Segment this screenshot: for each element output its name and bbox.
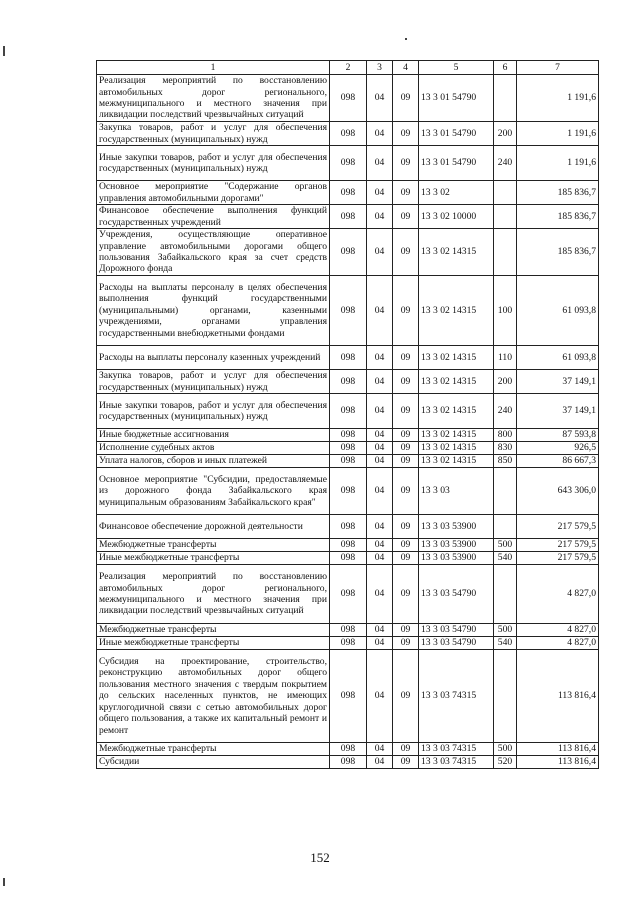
column-header: 2 [330, 61, 367, 75]
ministry-code: 098 [330, 756, 367, 769]
ministry-code: 098 [330, 624, 367, 637]
section-code: 04 [367, 455, 393, 468]
row-name: Основное мероприятие "Содержание органов управления автомобильными дорогами" [97, 181, 330, 205]
expense-type-code: 830 [494, 442, 517, 455]
row-name: Иные межбюджетные трансферты [97, 637, 330, 650]
expense-type-code: 200 [494, 122, 517, 146]
section-code: 04 [367, 468, 393, 515]
ministry-code: 098 [330, 442, 367, 455]
subsection-code: 09 [393, 75, 419, 122]
row-name: Иные бюджетные ассигнования [97, 429, 330, 442]
ministry-code: 098 [330, 539, 367, 552]
target-article-code: 13 3 02 14315 [419, 455, 494, 468]
subsection-code: 09 [393, 743, 419, 756]
ministry-code: 098 [330, 122, 367, 146]
row-name: Субсидии [97, 756, 330, 769]
table-row [97, 276, 599, 346]
ministry-code: 098 [330, 552, 367, 565]
section-code: 04 [367, 743, 393, 756]
amount: 217 579,5 [517, 515, 599, 539]
row-name: Исполнение судебных актов [97, 442, 330, 455]
amount: 4 827,0 [517, 637, 599, 650]
target-article-code: 13 3 03 54790 [419, 637, 494, 650]
amount: 61 093,8 [517, 276, 599, 346]
table-row [97, 122, 599, 146]
amount: 86 667,3 [517, 455, 599, 468]
table-row [97, 743, 599, 756]
amount: 1 191,6 [517, 122, 599, 146]
subsection-code: 09 [393, 468, 419, 515]
subsection-code: 09 [393, 276, 419, 346]
ministry-code: 098 [330, 637, 367, 650]
subsection-code: 09 [393, 539, 419, 552]
row-name: Иные межбюджетные трансферты [97, 552, 330, 565]
ministry-code: 098 [330, 346, 367, 370]
target-article-code: 13 3 03 74315 [419, 650, 494, 743]
table-row [97, 552, 599, 565]
target-article-code: 13 3 02 14315 [419, 229, 494, 276]
table-row [97, 146, 599, 181]
amount: 643 306,0 [517, 468, 599, 515]
expense-type-code: 520 [494, 756, 517, 769]
expense-type-code: 100 [494, 276, 517, 346]
expense-type-code [494, 75, 517, 122]
column-header: 1 [97, 61, 330, 75]
section-code: 04 [367, 756, 393, 769]
target-article-code: 13 3 02 14315 [419, 394, 494, 429]
subsection-code: 09 [393, 429, 419, 442]
row-name: Расходы на выплаты персоналу в целях обеспечения выполнения функций государственными (муниципальными) органами, казенными учреждениями, органами управления государственными внебюджетными фондами [97, 276, 330, 346]
section-code: 04 [367, 181, 393, 205]
subsection-code: 09 [393, 205, 419, 229]
ministry-code: 098 [330, 455, 367, 468]
expense-type-code: 800 [494, 429, 517, 442]
table-header-row [97, 61, 599, 75]
amount: 113 816,4 [517, 650, 599, 743]
subsection-code: 09 [393, 756, 419, 769]
amount: 185 836,7 [517, 229, 599, 276]
amount: 926,5 [517, 442, 599, 455]
section-code: 04 [367, 539, 393, 552]
table-row [97, 650, 599, 743]
row-name: Уплата налогов, сборов и иных платежей [97, 455, 330, 468]
amount: 113 816,4 [517, 756, 599, 769]
target-article-code: 13 3 02 [419, 181, 494, 205]
target-article-code: 13 3 02 10000 [419, 205, 494, 229]
amount: 61 093,8 [517, 346, 599, 370]
target-article-code: 13 3 02 14315 [419, 370, 494, 394]
subsection-code: 09 [393, 346, 419, 370]
table-row [97, 539, 599, 552]
subsection-code: 09 [393, 455, 419, 468]
target-article-code: 13 3 03 53900 [419, 515, 494, 539]
amount: 4 827,0 [517, 565, 599, 624]
expense-type-code [494, 229, 517, 276]
page-number: 152 [310, 850, 330, 865]
section-code: 04 [367, 75, 393, 122]
table-row [97, 75, 599, 122]
subsection-code: 09 [393, 229, 419, 276]
target-article-code: 13 3 03 54790 [419, 624, 494, 637]
column-header: 4 [393, 61, 419, 75]
section-code: 04 [367, 515, 393, 539]
section-code: 04 [367, 565, 393, 624]
row-name: Закупка товаров, работ и услуг для обеспечения государственных (муниципальных) нужд [97, 122, 330, 146]
row-name: Основное мероприятие "Субсидии, предоставляемые из дорожного фонда Забайкальского края муниципальным образованиям Забайкальского края" [97, 468, 330, 515]
target-article-code: 13 3 03 74315 [419, 743, 494, 756]
expense-type-code [494, 181, 517, 205]
subsection-code: 09 [393, 637, 419, 650]
ministry-code: 098 [330, 276, 367, 346]
table-row [97, 442, 599, 455]
section-code: 04 [367, 346, 393, 370]
subsection-code: 09 [393, 181, 419, 205]
table-row [97, 515, 599, 539]
amount: 185 836,7 [517, 205, 599, 229]
column-header: 5 [419, 61, 494, 75]
expense-type-code: 500 [494, 624, 517, 637]
ministry-code: 098 [330, 565, 367, 624]
expense-type-code: 240 [494, 394, 517, 429]
subsection-code: 09 [393, 552, 419, 565]
amount: 1 191,6 [517, 75, 599, 122]
row-name: Финансовое обеспечение дорожной деятельности [97, 515, 330, 539]
amount: 185 836,7 [517, 181, 599, 205]
table-row [97, 181, 599, 205]
subsection-code: 09 [393, 146, 419, 181]
table-row [97, 429, 599, 442]
amount: 87 593,8 [517, 429, 599, 442]
table-row [97, 370, 599, 394]
expense-type-code: 850 [494, 455, 517, 468]
target-article-code: 13 3 01 54790 [419, 75, 494, 122]
table-row [97, 229, 599, 276]
amount: 37 149,1 [517, 394, 599, 429]
amount: 1 191,6 [517, 146, 599, 181]
target-article-code: 13 3 01 54790 [419, 146, 494, 181]
subsection-code: 09 [393, 565, 419, 624]
section-code: 04 [367, 650, 393, 743]
expense-type-code: 540 [494, 637, 517, 650]
target-article-code: 13 3 02 14315 [419, 442, 494, 455]
ministry-code: 098 [330, 650, 367, 743]
scan-speck [3, 878, 5, 886]
section-code: 04 [367, 229, 393, 276]
target-article-code: 13 3 02 14315 [419, 276, 494, 346]
ministry-code: 098 [330, 146, 367, 181]
expense-type-code: 240 [494, 146, 517, 181]
section-code: 04 [367, 637, 393, 650]
section-code: 04 [367, 442, 393, 455]
target-article-code: 13 3 03 [419, 468, 494, 515]
subsection-code: 09 [393, 624, 419, 637]
ministry-code: 098 [330, 429, 367, 442]
expense-type-code [494, 515, 517, 539]
column-header: 7 [517, 61, 599, 75]
expense-type-code [494, 205, 517, 229]
section-code: 04 [367, 624, 393, 637]
row-name: Межбюджетные трансферты [97, 539, 330, 552]
row-name: Иные закупки товаров, работ и услуг для обеспечения государственных (муниципальных) нужд [97, 394, 330, 429]
expense-type-code: 200 [494, 370, 517, 394]
amount: 217 579,5 [517, 552, 599, 565]
target-article-code: 13 3 02 14315 [419, 429, 494, 442]
table-row [97, 346, 599, 370]
section-code: 04 [367, 394, 393, 429]
table-row [97, 205, 599, 229]
scan-speck [3, 46, 5, 56]
row-name: Субсидия на проектирование, строительство, реконструкцию автомобильных дорог общего пользования местного значения с твердым покрытием до сельских населенных пунктов, не имеющих круглогодичной связи с сетью автомобильных дорог общего пользования, а также их капитальный ремонт и ремонт [97, 650, 330, 743]
ministry-code: 098 [330, 181, 367, 205]
amount: 4 827,0 [517, 624, 599, 637]
target-article-code: 13 3 03 53900 [419, 539, 494, 552]
row-name: Расходы на выплаты персоналу казенных учреждений [97, 346, 330, 370]
row-name: Иные закупки товаров, работ и услуг для обеспечения государственных (муниципальных) нужд [97, 146, 330, 181]
subsection-code: 09 [393, 370, 419, 394]
table-row [97, 394, 599, 429]
target-article-code: 13 3 03 53900 [419, 552, 494, 565]
subsection-code: 09 [393, 442, 419, 455]
row-name: Закупка товаров, работ и услуг для обеспечения государственных (муниципальных) нужд [97, 370, 330, 394]
amount: 113 816,4 [517, 743, 599, 756]
expense-type-code: 540 [494, 552, 517, 565]
section-code: 04 [367, 122, 393, 146]
target-article-code: 13 3 02 14315 [419, 346, 494, 370]
table-row [97, 455, 599, 468]
ministry-code: 098 [330, 229, 367, 276]
row-name: Учреждения, осуществляющие оперативное управление автомобильными дорогами общего пользования Забайкальского края за счет средств Дорожного фонда [97, 229, 330, 276]
row-name: Реализация мероприятий по восстановлению автомобильных дорог регионального, межмуниципального и местного значения при ликвидации последствий чрезвычайных ситуаций [97, 565, 330, 624]
amount: 37 149,1 [517, 370, 599, 394]
section-code: 04 [367, 276, 393, 346]
ministry-code: 098 [330, 468, 367, 515]
target-article-code: 13 3 01 54790 [419, 122, 494, 146]
expense-type-code: 500 [494, 539, 517, 552]
table-row [97, 565, 599, 624]
ministry-code: 098 [330, 743, 367, 756]
table-row [97, 468, 599, 515]
scan-speck [405, 38, 407, 40]
expense-type-code [494, 468, 517, 515]
table-row [97, 624, 599, 637]
ministry-code: 098 [330, 370, 367, 394]
section-code: 04 [367, 552, 393, 565]
table-row [97, 637, 599, 650]
section-code: 04 [367, 146, 393, 181]
subsection-code: 09 [393, 650, 419, 743]
ministry-code: 098 [330, 394, 367, 429]
column-header: 3 [367, 61, 393, 75]
table-row [97, 756, 599, 769]
section-code: 04 [367, 370, 393, 394]
row-name: Реализация мероприятий по восстановлению автомобильных дорог регионального, межмуниципального и местного значения при ликвидации последствий чрезвычайных ситуаций [97, 75, 330, 122]
target-article-code: 13 3 03 54790 [419, 565, 494, 624]
ministry-code: 098 [330, 205, 367, 229]
row-name: Финансовое обеспечение выполнения функций государственных учреждений [97, 205, 330, 229]
row-name: Межбюджетные трансферты [97, 743, 330, 756]
section-code: 04 [367, 205, 393, 229]
amount: 217 579,5 [517, 539, 599, 552]
expense-type-code: 110 [494, 346, 517, 370]
subsection-code: 09 [393, 394, 419, 429]
section-code: 04 [367, 429, 393, 442]
ministry-code: 098 [330, 515, 367, 539]
target-article-code: 13 3 03 74315 [419, 756, 494, 769]
budget-table [96, 60, 599, 769]
subsection-code: 09 [393, 515, 419, 539]
row-name: Межбюджетные трансферты [97, 624, 330, 637]
subsection-code: 09 [393, 122, 419, 146]
ministry-code: 098 [330, 75, 367, 122]
column-header: 6 [494, 61, 517, 75]
expense-type-code: 500 [494, 743, 517, 756]
expense-type-code [494, 565, 517, 624]
expense-type-code [494, 650, 517, 743]
